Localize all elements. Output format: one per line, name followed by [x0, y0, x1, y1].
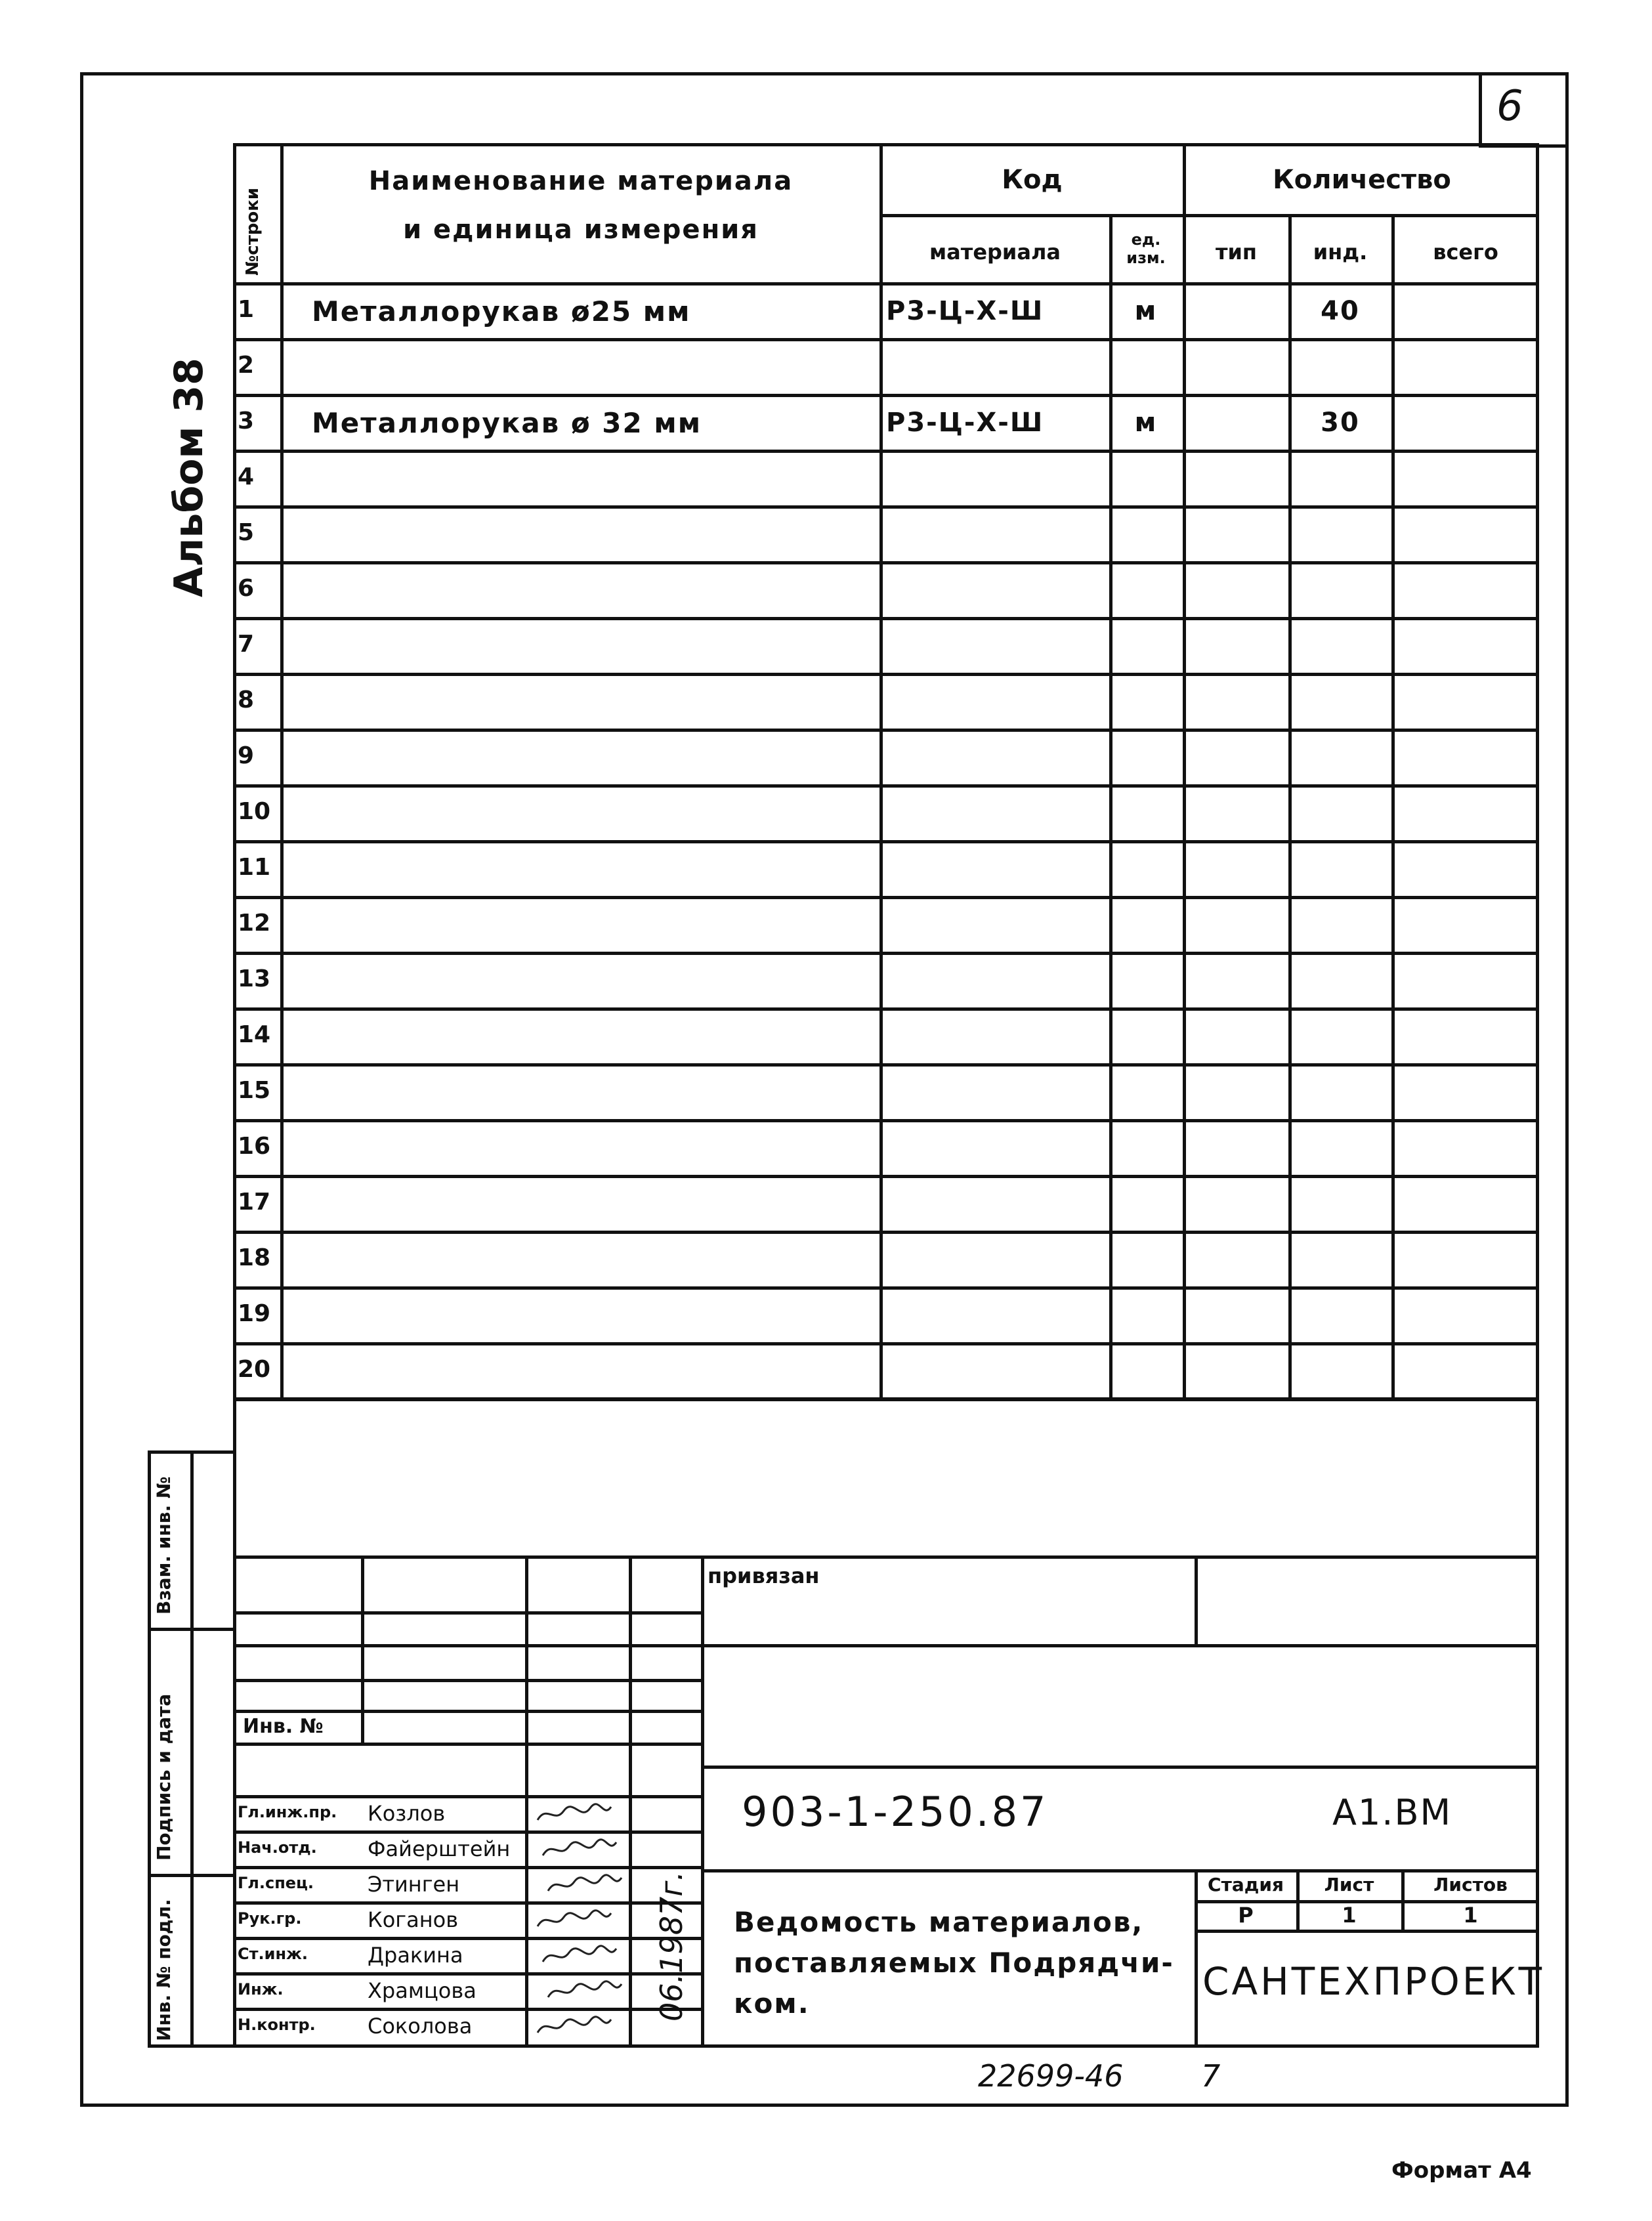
signatory-row-line [233, 1937, 701, 1940]
signatory-row-line [233, 2008, 701, 2011]
col-line-material [1109, 214, 1112, 1401]
tb-sheets-label: Листов [1433, 1874, 1508, 1895]
signatory-role: Рук.гр. [238, 1909, 302, 1928]
col-line-unit [1183, 143, 1186, 1401]
signatory-name: Коганов [368, 1907, 459, 1932]
tb-stage-value-line [1195, 1930, 1539, 1933]
signatory-role: Нач.отд. [238, 1838, 317, 1857]
signature-scribble [545, 1872, 624, 1896]
side-stamp-line-2 [148, 1874, 236, 1877]
tb-col-1 [361, 1555, 364, 1743]
tb-line-doc-top [701, 1766, 1539, 1769]
signatory-role: Гл.спец. [238, 1874, 314, 1892]
row-line [233, 617, 1539, 620]
signatory-row-line [233, 1866, 701, 1869]
header-code: Код [1002, 165, 1063, 195]
header-row-number: №строки [243, 187, 263, 276]
tb-stage: Р [1238, 1903, 1254, 1928]
album-label: Альбом 38 [166, 358, 212, 597]
signatory-name: Дракина [368, 1943, 463, 1968]
row-line [233, 450, 1539, 453]
tb-col-4 [701, 1555, 704, 2044]
row-line [233, 1175, 1539, 1178]
tb-row-line-4 [233, 1710, 701, 1713]
tb-line-title-top [701, 1869, 1539, 1872]
signature-scribble [535, 1908, 614, 1932]
tb-mark: А1.ВМ [1332, 1792, 1452, 1833]
header-code-unit: ед. изм. [1126, 230, 1166, 267]
tb-sheet-label: Лист [1324, 1874, 1374, 1895]
tb-privyazan: привязан [708, 1563, 820, 1588]
signatory-name: Храмцова [368, 1978, 477, 2003]
row-line [233, 729, 1539, 732]
row-line [233, 1342, 1539, 1345]
header-quantity: Количество [1273, 165, 1451, 195]
col-line-type [1288, 214, 1292, 1401]
tb-row-line-3 [233, 1679, 701, 1682]
signature-scribble [545, 1979, 624, 2002]
row-line [233, 1063, 1539, 1067]
footer-page-no: 7 [1201, 2058, 1221, 2094]
row-line [233, 896, 1539, 899]
header-sub-line [879, 214, 1539, 217]
row-number: 5 [238, 519, 255, 546]
footer-format: Формат А4 [1391, 2157, 1532, 2184]
row-line [233, 505, 1539, 509]
row-number: 11 [238, 854, 271, 881]
side-inv-podl: Инв. № подл. [153, 1899, 175, 2041]
header-qty-total: всего [1433, 240, 1498, 264]
cell-unit: м [1134, 408, 1158, 438]
header-name-line2: и единица измерения [403, 215, 759, 245]
side-stamp-line-1 [148, 1628, 236, 1631]
row-number: 12 [238, 910, 271, 937]
signatory-name: Соколова [368, 2014, 473, 2039]
tb-row-line-6 [233, 1795, 701, 1798]
row-number: 19 [238, 1300, 271, 1327]
sheet-corner-number: 6 [1496, 82, 1523, 131]
cell-code: Р3-Ц-Х-Ш [886, 408, 1044, 438]
signature-scribble [535, 2014, 614, 2038]
cell-name: Металлорукав ø 32 мм [312, 407, 702, 439]
tb-title-line1: Ведомость материалов, [734, 1906, 1144, 1938]
row-line [233, 784, 1539, 788]
row-line [233, 952, 1539, 955]
row-number: 9 [238, 742, 255, 769]
signatory-role: Инж. [238, 1980, 284, 1999]
tb-line-privyazan-top [233, 1555, 1539, 1559]
row-line [233, 1119, 1539, 1122]
tb-col-3 [629, 1555, 632, 2044]
signatory-name: Файерштейн [368, 1836, 511, 1861]
header-code-material: материала [929, 240, 1061, 264]
row-number: 2 [238, 352, 255, 379]
cell-name: Металлорукав ø25 мм [312, 295, 691, 328]
signatory-name: Этинген [368, 1872, 460, 1897]
tb-col-2 [525, 1555, 528, 2044]
tb-line-privyazan-bottom [701, 1644, 1539, 1647]
row-number: 4 [238, 463, 255, 490]
tb-sheets: 1 [1463, 1903, 1478, 1928]
corner-box-left [1479, 74, 1482, 147]
tb-date: 06.1987г. [654, 1871, 689, 2021]
tb-row-line-2 [233, 1644, 701, 1647]
row-number: 8 [238, 687, 255, 713]
row-number: 7 [238, 631, 255, 658]
signature-scribble [535, 1802, 614, 1825]
cell-code: Р3-Ц-Х-Ш [886, 296, 1044, 326]
tb-row-line-5 [233, 1743, 701, 1746]
footer-archive-no: 22699-46 [978, 2058, 1124, 2094]
row-line [233, 1286, 1539, 1290]
cell-unit: м [1134, 296, 1158, 326]
row-line [233, 1231, 1539, 1234]
row-number: 13 [238, 965, 271, 992]
cell-ind: 30 [1321, 408, 1360, 438]
tb-row-line-1 [233, 1611, 701, 1615]
side-podpis-data: Подпись и дата [153, 1693, 175, 1861]
row-number: 10 [238, 798, 271, 825]
signature-scribble [540, 1837, 619, 1861]
row-number: 14 [238, 1021, 271, 1048]
signature-scribble [540, 1943, 619, 1967]
row-number: 18 [238, 1244, 271, 1271]
tb-inv-no: Инв. № [243, 1715, 324, 1738]
signatory-role: Ст.инж. [238, 1945, 308, 1963]
signatory-row-line [233, 1972, 701, 1976]
signatory-row-line [233, 1901, 701, 1905]
tb-org: САНТЕХПРОЕКТ [1202, 1959, 1545, 2004]
row-number: 1 [238, 296, 255, 323]
header-qty-type: тип [1215, 240, 1258, 264]
side-vzam-inv: Взам. инв. № [153, 1476, 175, 1615]
row-line [233, 840, 1539, 843]
tb-title-line2: поставляемых Подрядчи- [734, 1947, 1174, 1979]
header-name-line1: Наименование материала [368, 166, 794, 196]
row-number: 6 [238, 575, 255, 602]
signatory-name: Козлов [368, 1801, 446, 1826]
row-number: 15 [238, 1077, 271, 1104]
col-line-name [879, 143, 883, 1401]
row-number: 20 [238, 1356, 271, 1383]
tb-stage-label: Стадия [1208, 1874, 1284, 1895]
tb-sheet: 1 [1342, 1903, 1357, 1928]
row-number: 3 [238, 408, 255, 434]
row-line [233, 338, 1539, 341]
row-line [233, 561, 1539, 564]
tb-doc-code: 903-1-250.87 [742, 1788, 1049, 1836]
row-line [233, 1007, 1539, 1011]
main-table-frame [233, 143, 1539, 1401]
side-stamp-divider [190, 1450, 194, 2048]
tb-title-split [1195, 1869, 1198, 2046]
row-number: 16 [238, 1133, 271, 1160]
signatory-role: Н.контр. [238, 2016, 316, 2034]
tb-title-line3: ком. [734, 1987, 810, 2020]
row-line [233, 394, 1539, 397]
signatory-role: Гл.инж.пр. [238, 1803, 337, 1821]
tb-privyazan-split [1195, 1555, 1198, 1647]
row-line [233, 673, 1539, 676]
header-bottom-line [233, 282, 1539, 286]
row-number: 17 [238, 1189, 271, 1216]
cell-ind: 40 [1321, 296, 1360, 326]
signatory-row-line [233, 1830, 701, 1834]
col-line-rowno [280, 143, 284, 1401]
col-line-ind [1391, 214, 1395, 1401]
header-qty-ind: инд. [1313, 240, 1368, 264]
